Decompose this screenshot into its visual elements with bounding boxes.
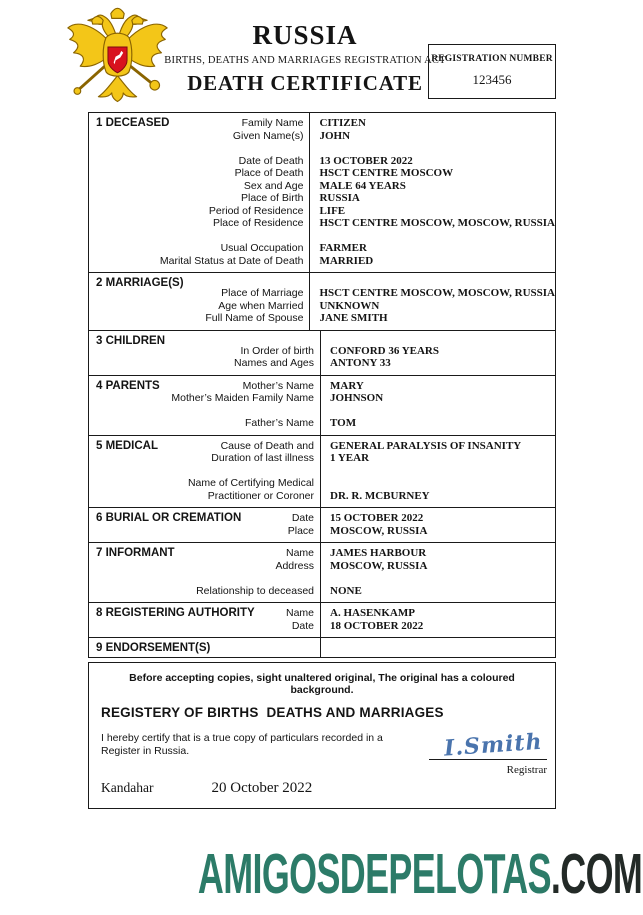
- field-label: Cause of Death and: [220, 439, 314, 452]
- field-label: Marital Status at Date of Death: [159, 254, 304, 267]
- field-value: RUSSIA: [319, 192, 360, 204]
- field-label: [89, 405, 314, 418]
- section-title: 9 ENDORSEMENT(S): [96, 642, 211, 654]
- field-label: Place of Marriage: [221, 287, 304, 299]
- watermark-name: AMIGOSDEPELOTAS: [197, 842, 551, 906]
- field-value: HSCT CENTRE MOSCOW, MOSCOW, RUSSIA: [319, 217, 555, 229]
- field-value: TOM: [330, 417, 357, 429]
- section-labels: [89, 117, 303, 267]
- field-label: Name: [285, 547, 314, 559]
- field-value: [319, 230, 555, 243]
- field-value: [330, 465, 555, 478]
- field-label: Place of Death: [234, 167, 304, 179]
- field-value: MOSCOW, RUSSIA: [330, 559, 428, 572]
- section-title: 8 REGISTERING AUTHORITY: [96, 607, 255, 619]
- section-title: 3 CHILDREN: [96, 334, 166, 347]
- field-value: [330, 572, 555, 585]
- field-label: Names and Ages: [234, 357, 314, 369]
- field-value: [319, 142, 555, 155]
- field-label: Name of Certifying Medical: [187, 477, 314, 489]
- section-1-deceased: [89, 113, 555, 272]
- field-value: [330, 477, 555, 490]
- certification-statement: I hereby certify that is a true copy of particulars recorded in a Register in Russia.: [101, 732, 383, 757]
- field-value: GENERAL PARALYSIS OF INSANITY: [330, 439, 522, 452]
- field-value: FARMER: [319, 242, 367, 254]
- copy-notice: Before accepting copies, sight unaltered original, The original has a coloured background.: [129, 672, 515, 696]
- field-label: Practitioner or Coroner: [207, 489, 314, 502]
- section-title: 1 DECEASED: [96, 117, 170, 129]
- registrar-signature: I.Smith: [443, 728, 544, 762]
- field-label: Father’s Name: [244, 417, 314, 429]
- field-value: MARRIED: [319, 254, 374, 267]
- signature-block: [429, 728, 547, 776]
- field-value: 15 OCTOBER 2022: [330, 512, 424, 524]
- section-values: [330, 547, 555, 597]
- field-value: HSCT CENTRE MOSCOW: [319, 167, 454, 179]
- field-value: [330, 405, 555, 418]
- field-label: [89, 142, 303, 155]
- section-8-registering-authority: [89, 602, 555, 637]
- section-title: 7 INFORMANT: [96, 547, 175, 559]
- section-values: [330, 440, 555, 503]
- field-label: Place of Residence: [212, 217, 304, 229]
- field-label: Mother’s Name: [242, 379, 314, 392]
- section-values: [330, 607, 555, 632]
- field-label: Date of Death: [238, 154, 304, 167]
- section-title: 4 PARENTS: [96, 379, 160, 392]
- section-title: 5 MEDICAL: [96, 439, 158, 452]
- field-label: Usual Occupation: [220, 242, 304, 254]
- field-label: Place of Birth: [241, 192, 304, 204]
- section-6-burial-or-cremation: [89, 507, 555, 542]
- field-value: ANTONY 33: [330, 357, 391, 369]
- section-values: [330, 335, 555, 370]
- section-4-parents: [89, 375, 555, 435]
- field-label: Relationship to deceased: [196, 584, 314, 597]
- section-9-endorsements: [89, 637, 555, 657]
- field-label: Sex and Age: [243, 179, 304, 192]
- field-value: CONFORD 36 YEARS: [330, 344, 439, 357]
- field-value: NONE: [330, 584, 362, 597]
- registry-footer-box: [88, 662, 556, 809]
- field-label: Place: [287, 524, 314, 537]
- field-label: [89, 572, 314, 585]
- field-label: Family Name: [241, 117, 304, 129]
- field-label: Given Name(s): [232, 129, 304, 142]
- field-value: JANE SMITH: [319, 312, 388, 324]
- field-value: MARY: [330, 379, 364, 392]
- field-label: Date: [291, 512, 314, 524]
- section-5-medical: [89, 435, 555, 508]
- issue-date: 20 October 2022: [211, 780, 313, 796]
- field-value: A. HASENKAMP: [330, 607, 415, 619]
- field-value: LIFE: [319, 204, 346, 217]
- field-label: Age when Married: [218, 299, 304, 312]
- field-value: JOHN: [319, 129, 351, 142]
- field-label: Date: [291, 619, 314, 632]
- field-value: MOSCOW, RUSSIA: [330, 524, 428, 537]
- registration-number-label: REGISTRATION NUMBER: [431, 54, 553, 64]
- registration-number-value: 123456: [472, 72, 512, 87]
- watermark-tld: .COM: [550, 842, 642, 906]
- section-values: [330, 512, 555, 537]
- section-7-informant: [89, 542, 555, 602]
- section-3-children: [89, 330, 555, 375]
- registration-number-box: [428, 44, 556, 99]
- field-value: DR. R. MCBURNEY: [330, 489, 430, 502]
- field-value: JOHNSON: [330, 392, 384, 404]
- field-label: Period of Residence: [208, 204, 304, 217]
- section-values: [319, 117, 555, 267]
- field-value: JAMES HARBOUR: [330, 547, 427, 559]
- act-subtitle: BIRTHS, DEATHS AND MARRIAGES REGISTRATION ACT: [164, 55, 446, 66]
- field-value: 1 YEAR: [330, 452, 370, 464]
- field-value: HSCT CENTRE MOSCOW, MOSCOW, RUSSIA: [319, 287, 555, 299]
- field-label: Address: [275, 559, 314, 572]
- section-2-marriages: [89, 272, 555, 330]
- field-label: Full Name of Spouse: [205, 312, 304, 324]
- document-title: DEATH CERTIFICATE: [187, 71, 423, 95]
- field-value: MALE 64 YEARS: [319, 179, 406, 192]
- section-title: 2 MARRIAGE(S): [96, 277, 184, 289]
- field-value: 18 OCTOBER 2022: [330, 619, 424, 632]
- section-title: 6 BURIAL OR CREMATION: [96, 512, 242, 524]
- field-label: [89, 465, 314, 478]
- section-values: [319, 277, 555, 325]
- field-label: Mother’s Maiden Family Name: [171, 392, 314, 404]
- country-title: RUSSIA: [252, 20, 358, 50]
- field-label: Duration of last illness: [211, 452, 314, 464]
- issue-place: Kandahar: [101, 780, 154, 795]
- watermark: [198, 841, 642, 907]
- field-value: CITIZEN: [319, 117, 366, 129]
- section-values: [330, 380, 555, 430]
- registry-title: REGISTERY OF BIRTHS DEATHS AND MARRIAGES: [101, 705, 444, 720]
- field-label: [89, 230, 303, 243]
- field-label: In Order of birth: [240, 344, 314, 357]
- field-value: 13 OCTOBER 2022: [319, 154, 413, 167]
- field-value: UNKNOWN: [319, 299, 380, 312]
- field-label: Name: [285, 607, 314, 619]
- certificate-table: [88, 112, 556, 658]
- registrar-label: Registrar: [506, 764, 547, 776]
